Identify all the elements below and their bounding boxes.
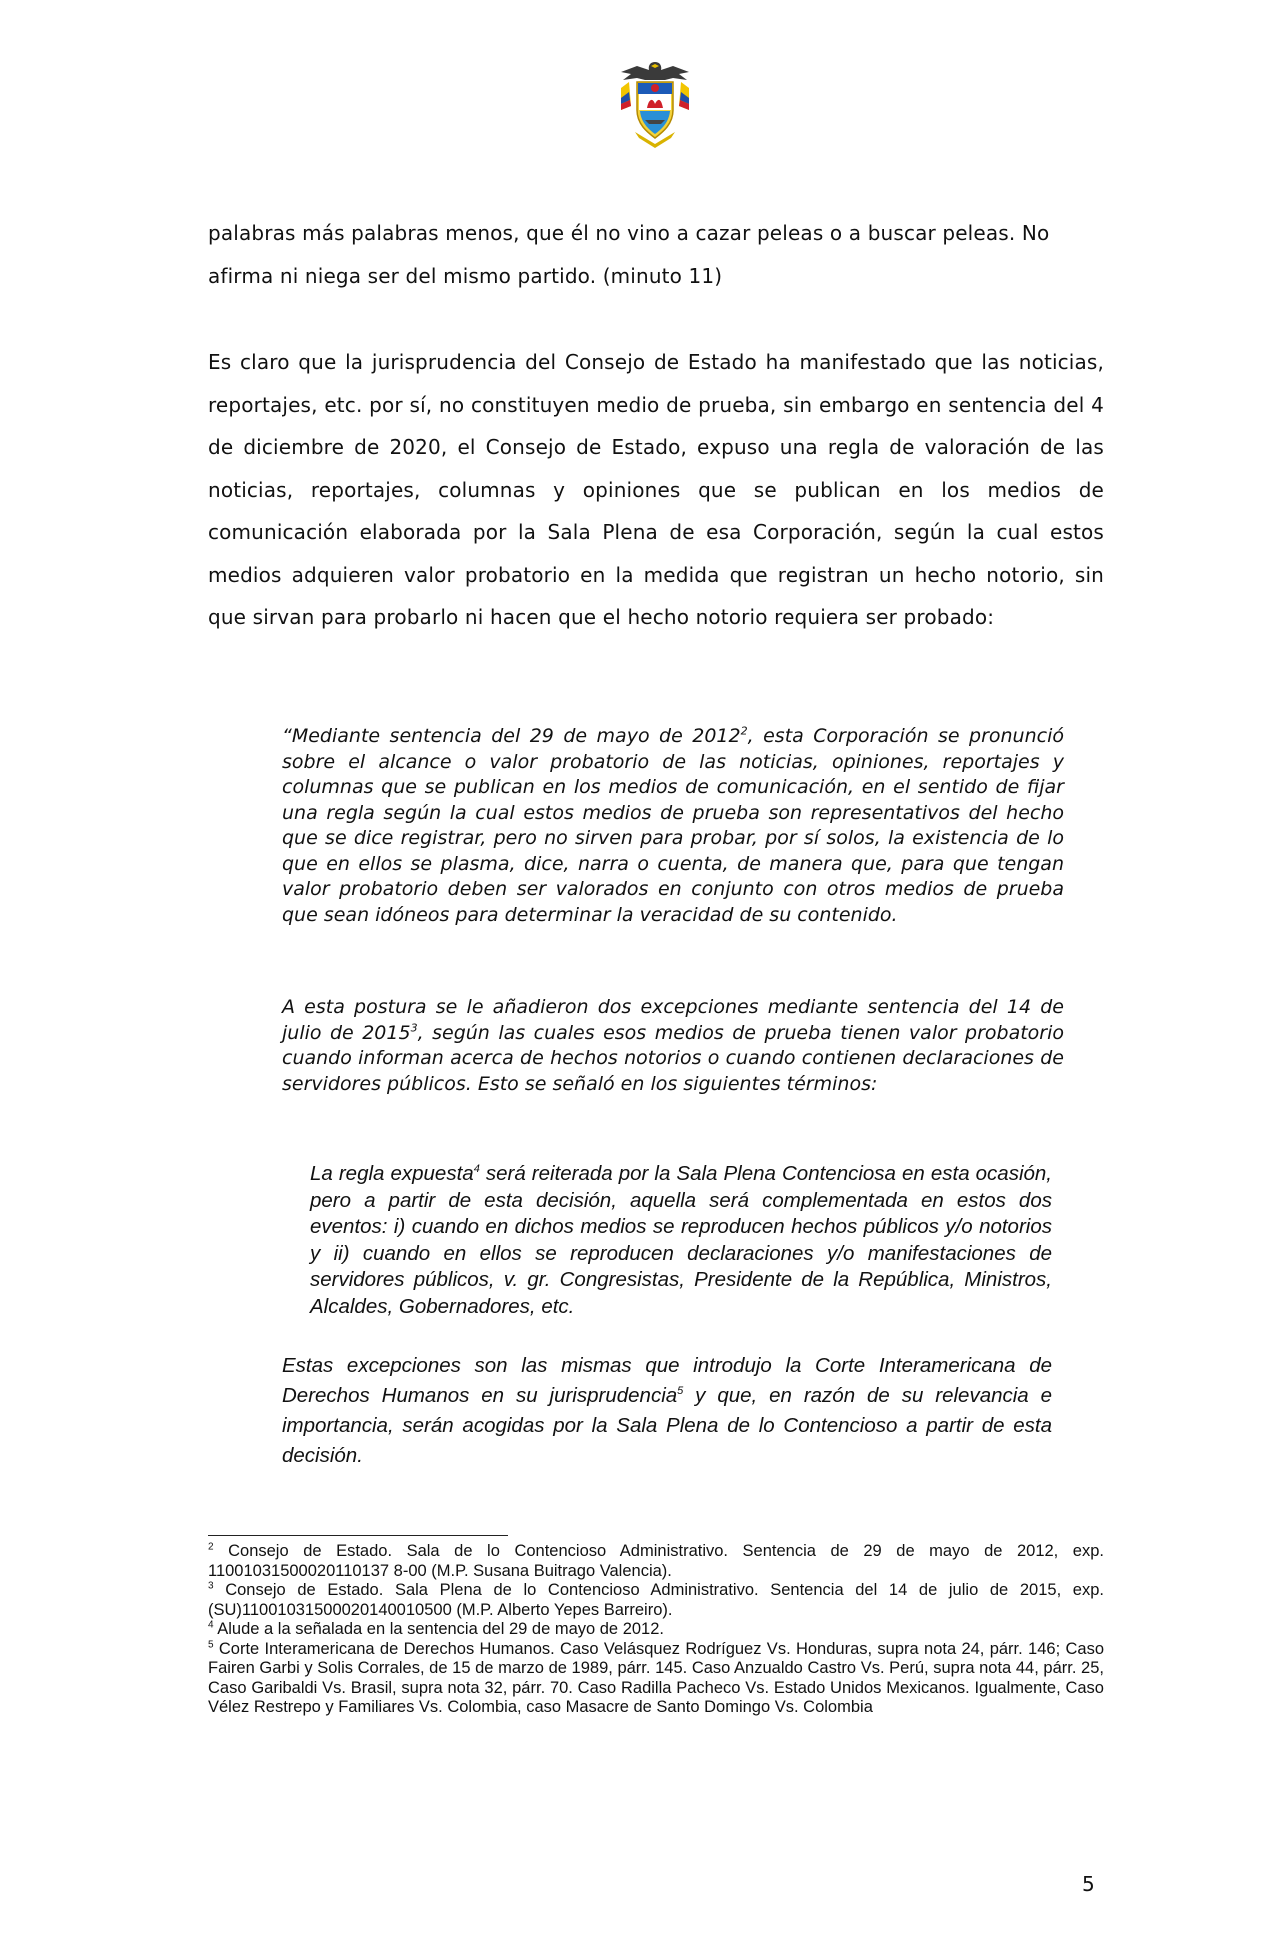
nested-quote bbox=[310, 1161, 1052, 1321]
paragraph-lead-2: Es claro que la jurisprudencia del Consejo de Estado ha manifestado que las noticias, reportajes, etc. por sí, no constituyen medio de prueba, sin embargo en sentencia del 4 de diciembre de 2020, el Consejo de Estado, expuso una regla de valoración de las noticias, reportajes, columnas y opiniones que se publican en los medios de comunicación elaborada por la Sala Plena de esa Corporación, según la cual estos medios adquieren valor probatorio en la medida que registran un hecho notorio, sin que sirvan para probarlo ni hacen que el hecho notorio requiera ser probado: bbox=[208, 350, 1104, 629]
colombia-coat-of-arms-icon bbox=[615, 58, 695, 148]
quote-text: , esta Corporación se pronunció sobre el alcance o valor probatorio de las noticias, opiniones, reportajes y columnas que se publican en los medios de comunicación, en el sentido de fijar una regla según la cual estos medios de prueba son representativos del hecho que se dice registrar, pero no sirven para probar, por sí solos, la existencia de lo que en ellos se plasma, dice, narra o cuenta, de manera que, para que tengan valor probatorio deben ser valorados en conjunto con otros medios de prueba que sean idóneos para determinar la veracidad de su contenido. bbox=[282, 725, 1064, 926]
footnote-3 bbox=[208, 1581, 1104, 1620]
footnote-4 bbox=[208, 1620, 1104, 1640]
footnotes bbox=[208, 1542, 1104, 1718]
coat-of-arms-graphic bbox=[615, 58, 695, 148]
footnote-number: 2 bbox=[208, 1541, 214, 1553]
quote-text: será reiterada por la Sala Plena Contenciosa en esta ocasión, pero a partir de esta decisión, aquella será complementada en estos dos eventos: i) cuando en dichos medios se reproducen hechos públicos y/o notorios y ii) cuando en ellos se reproducen declaraciones y/o manifestaciones de servidores públicos, v. gr. Congresistas, Presidente de la República, Ministros, Alcaldes, Gobernadores, etc. bbox=[310, 1162, 1052, 1318]
quote-text: A esta postura se le añadieron dos excepciones mediante sentencia del 14 de julio de 2015 bbox=[282, 996, 1064, 1044]
footnote-ref[interactable]: 4 bbox=[473, 1163, 480, 1176]
page-number: 5 bbox=[1082, 1872, 1095, 1896]
footnote-ref[interactable]: 3 bbox=[410, 1021, 418, 1035]
footnote-separator bbox=[208, 1535, 508, 1536]
paragraph-lead-1: palabras más palabras menos, que él no vino a cazar peleas o a buscar peleas. No afirma ni niega ser del mismo partido. (minuto 11) bbox=[208, 221, 1050, 288]
quote-text: La regla expuesta bbox=[310, 1162, 474, 1185]
quote-paragraph-3 bbox=[282, 1351, 1052, 1471]
quote-paragraph-2 bbox=[282, 995, 1064, 1097]
footnote-ref[interactable]: 5 bbox=[677, 1385, 684, 1398]
footnote-text: Consejo de Estado. Sala de lo Contencioso Administrativo. Sentencia de 29 de mayo de 2012, exp. 11001031500020110137 8-00 (M.P. Susana Buitrago Valencia). bbox=[208, 1542, 1104, 1580]
footnote-number: 4 bbox=[208, 1619, 214, 1631]
quote-paragraph-1 bbox=[282, 724, 1064, 928]
footnote-2 bbox=[208, 1542, 1104, 1581]
quote-text: Estas excepciones son las mismas que introdujo la Corte Interamericana de Derechos Humanos en su jurisprudencia bbox=[282, 1354, 1052, 1407]
footnote-number: 3 bbox=[208, 1580, 214, 1592]
quote-text: , según las cuales esos medios de prueba tienen valor probatorio cuando informan acerca de hechos notorios o cuando contienen declaraciones de servidores públicos. Esto se señaló en los siguientes términos: bbox=[282, 1021, 1065, 1095]
quote-text: y que, en razón de su relevancia e importancia, serán acogidas por la Sala Plena de lo Contencioso a partir de esta decisión. bbox=[282, 1384, 1052, 1467]
footnote-text: Corte Interamericana de Derechos Humanos. Caso Velásquez Rodríguez Vs. Honduras, supra nota 24, párr. 146; Caso Fairen Garbi y Solis Corrales, de 15 de marzo de 1989, párr. 145. Caso Anzualdo Castro Vs. Perú, supra nota 44, párr. 25, Caso Garibaldi Vs. Brasil, supra nota 32, párr. 70. Caso Radilla Pacheco Vs. Estado Unidos Mexicanos. Igualmente, Caso Vélez Restrepo y Familiares Vs. Colombia, caso Masacre de Santo Domingo Vs. Colombia bbox=[208, 1639, 1104, 1716]
footnote-ref[interactable]: 2 bbox=[740, 724, 748, 738]
footnote-text: Consejo de Estado. Sala Plena de lo Contencioso Administrativo. Sentencia del 14 de julio de 2015, exp. (SU)11001031500020140010500 (M.P. Alberto Yepes Barreiro). bbox=[208, 1581, 1104, 1619]
footnote-text: Alude a la señalada en la sentencia del 29 de mayo de 2012. bbox=[213, 1620, 664, 1638]
footnote-number: 5 bbox=[208, 1639, 214, 1650]
quote-text: “Mediante sentencia del 29 de mayo de 2012 bbox=[282, 725, 741, 747]
footnote-5 bbox=[208, 1640, 1104, 1718]
